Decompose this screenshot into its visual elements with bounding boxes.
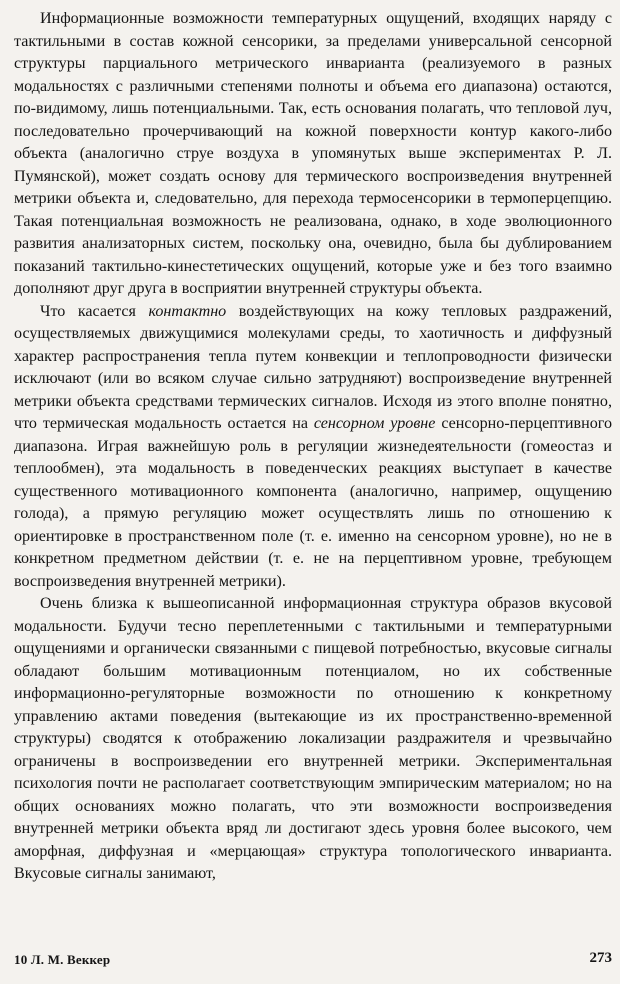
paragraph <box>14 593 612 886</box>
printer-signature: 10 Л. М. Веккер <box>14 952 111 967</box>
text-run: воздействующих на кожу тепловых раздражений, осуществляемых движущимися молекулами среды, то хаотичность и диффузный характер распространения тепла путем конвекции и теплопроводности физически исключают (или во всяком случае сильно затрудняют) воспроизведение внутренней метрики объекта средствами термических сигналов. Исходя из этого вполне понятно, что термическая модальность остается на <box>14 302 613 432</box>
paragraph <box>14 8 612 301</box>
page-footer <box>14 950 612 972</box>
text-run: Информационные возможности температурных ощущений, входящих наряду с тактильными в состав кожной сенсорики, за пределами универсальной сенсорной структуры парциального метрического инварианта (реализуемого в разных модальностях с различными степенями полноты и объема его диапазона) остаются, по-видимому, лишь потенциальными. Так, есть основания полагать, что тепловой луч, последовательно прочерчивающий на кожной поверхности контур какого-либо объекта (аналогично струе воздуха в упомянутых выше экспериментах Р. Л. Пумянской), может создать основу для термического воспроизведения внутренней метрики объекта и, следовательно, для перехода термосенсорики в термоперцепцию. Такая потенциальная возможность не реализована, однако, в ходе эволюционного развития анализаторных систем, поскольку она, очевидно, была бы дублированием показаний тактильно-кинестетических ощущений, которые уже и без того взаимно дополняют друг друга в восприятии внутренней структуры объекта. <box>14 10 612 297</box>
italic-phrase: сенсорном уровне <box>313 415 436 432</box>
text-run: Очень близка к вышеописанной информационная структура образов вкусовой модальности. Будучи тесно переплетенными с тактильными и температурными ощущениями и органически связанными с пищевой потребностью, вкусовые сигналы обладают большим мотивационным потенциалом, но их собственные информационно-регуляторные возможности по отношению к конкретному управлению актами поведения (вытекающие из их пространственно-временной структуры) сводятся к отображению локализации раздражителя и чрезвычайно ограничены в воспроизведении его внутренней метрики. Экспериментальная психология почти не располагает соответствующим эмпирическим материалом; но на общих основаниях можно полагать, что эти возможности воспроизведения внутренней метрики объекта вряд ли достигают здесь уровня более высокого, чем аморфная, диффузная и «мерцающая» структура топологического инварианта. Вкусовые сигналы занимают, <box>14 595 612 882</box>
text-run: сенсорно-перцептивного диапазона. Играя важнейшую роль в регуляции жизнедеятельности (гомеостаз и теплообмен), эта модальность в поведенческих реакциях выступает в качестве существенного мотивационного компонента (аналогично, например, ощущению голода), а прямую регуляцию может осуществлять лишь по отношению к ориентировке в пространственном поле (т. е. именно на сенсорном уровне), но не в конкретном предметном действии (т. е. не на перцептивном уровне, требующем воспроизведения внутренней метрики). <box>14 415 613 590</box>
page-number: 273 <box>589 950 612 966</box>
text-run: Что касается <box>40 302 149 320</box>
italic-phrase: контактно <box>148 302 227 320</box>
page-body-text <box>14 8 612 886</box>
paragraph <box>14 301 612 594</box>
